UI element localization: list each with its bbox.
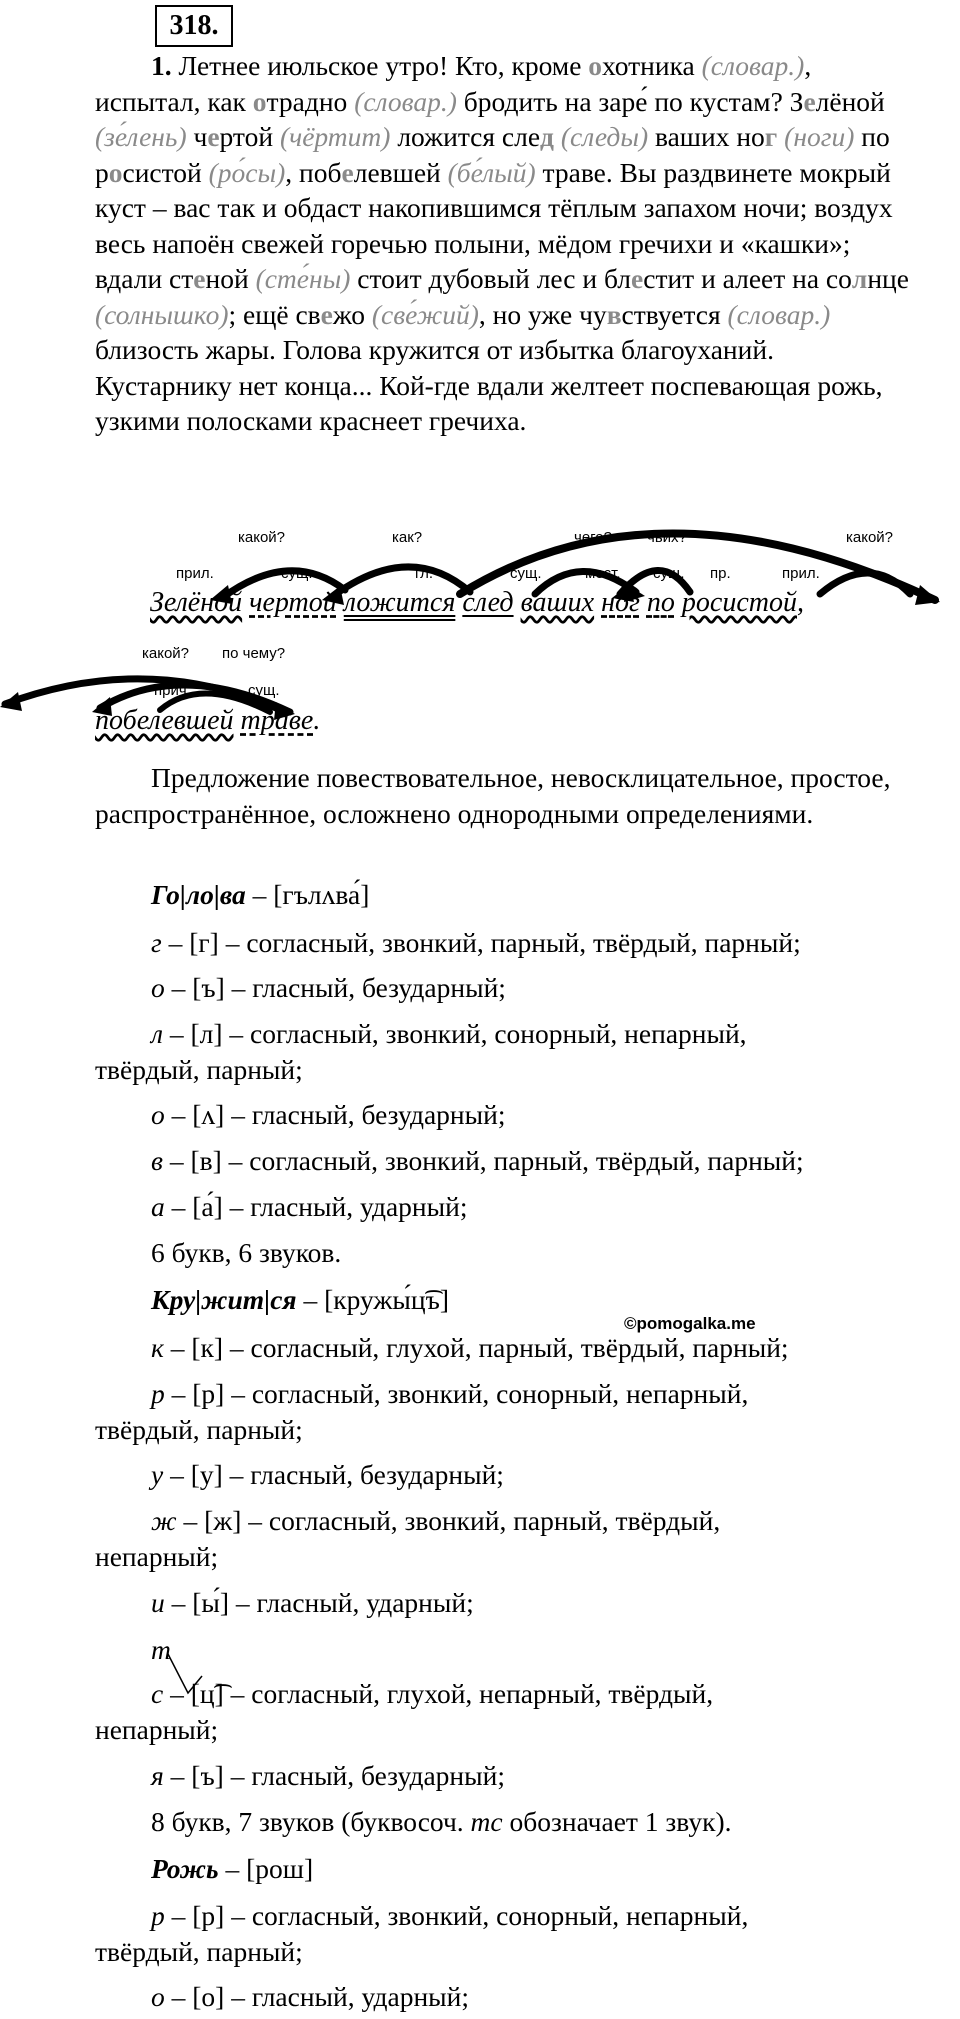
parse-tag-4: сущ. xyxy=(510,565,542,582)
parse-tag-6: сущ. xyxy=(653,565,685,582)
phonetic-line: о – [ъ] – гласный, безударный; xyxy=(151,972,506,1003)
parse-tag-8: прил. xyxy=(782,565,820,582)
parse-tag-1: прил. xyxy=(176,565,214,582)
parse-tag-2: сущ. xyxy=(281,565,313,582)
parsed-word: ног xyxy=(601,587,640,618)
parse-question-2: как? xyxy=(392,529,423,546)
letter-count: 8 букв, 7 звуков (буквосоч. тс обозначает 1 звук). xyxy=(151,1806,732,1837)
sentence-description: Предложение повествовательное, невосклицательное, простое, распространённое, осложнено однородными определениями. xyxy=(95,762,891,829)
phonetic-line: л – [л] – согласный, звонкий, сонорный, непарный, xyxy=(151,1018,747,1049)
phonetic-line: в – [в] – согласный, звонкий, парный, твёрдый, парный; xyxy=(151,1145,804,1176)
parse-question-1: какой? xyxy=(238,529,286,546)
parse-tag-10: сущ. xyxy=(248,682,280,699)
word-golova: Го|ло|ва – [гълʌва́] xyxy=(151,879,370,910)
parse-tag-5: мест. xyxy=(585,565,621,582)
phonetic-line: о – [ʌ] – гласный, безударный; xyxy=(151,1099,506,1130)
word-kruzhitsya: Кру|жит|ся – [кружы́ц͡ъ] xyxy=(151,1284,449,1315)
phonetic-line-cont: твёрдый, парный; xyxy=(95,1414,303,1445)
phonetic-line: и – [ы́] – гласный, ударный; xyxy=(151,1587,474,1618)
phonetic-line-cont: твёрдый, парный; xyxy=(95,1054,303,1085)
arc-6 xyxy=(820,573,910,594)
phonetic-line-cont: непарный; xyxy=(95,1541,219,1572)
parse-tag-3: гл. xyxy=(415,565,434,582)
parsed-sentence-line-1: Зелёной чертой ложится след ваших ног по росистой, xyxy=(150,587,804,618)
parse-question-6: какой? xyxy=(142,645,190,662)
phonetic-line: а – [а́] – гласный, ударный; xyxy=(151,1191,468,1222)
phonetic-line: к – [к] – согласный, глухой, парный, твёрдый, парный; xyxy=(151,1332,789,1363)
watermark: ©pomogalka.me xyxy=(624,1314,756,1333)
parsed-sentence-line-2: побелевшей траве. xyxy=(95,705,321,736)
task-number: 318. xyxy=(155,5,233,47)
parse-question-5: какой? xyxy=(846,529,894,546)
parsed-word: траве xyxy=(240,705,314,736)
parsed-word: ложится xyxy=(343,587,456,618)
phonetic-line: р – [р] – согласный, звонкий, сонорный, непарный, xyxy=(151,1378,749,1409)
phonetic-line: о – [о] – гласный, ударный; xyxy=(151,1981,470,2012)
phonetic-line: с – [ц͡] – согласный, глухой, непарный, твёрдый, xyxy=(151,1678,714,1709)
parse-tag-9: прич. xyxy=(154,682,191,699)
phonetic-line: я – [ъ] – гласный, безударный; xyxy=(151,1760,505,1791)
parsed-word: по xyxy=(646,587,675,618)
phonetic-line-cont: непарный; xyxy=(95,1714,219,1745)
parse-tag-7: пр. xyxy=(710,565,731,582)
phonetic-line: ж – [ж] – согласный, звонкий, парный, твёрдый, xyxy=(151,1505,721,1536)
phonetic-line: р – [р] – согласный, звонкий, сонорный, непарный, xyxy=(151,1900,749,1931)
parsed-word: Зелёной xyxy=(150,587,243,618)
letter-count: 6 букв, 6 звуков. xyxy=(151,1237,342,1268)
parsed-word: след xyxy=(462,587,514,618)
phonetic-line: у – [у] – гласный, безударный; xyxy=(151,1459,504,1490)
parsed-word: побелевшей xyxy=(95,705,234,736)
parsed-word: чертой xyxy=(249,587,337,618)
letter-t-above: т xyxy=(151,1634,171,1665)
parse-question-4: чьих? xyxy=(647,529,687,546)
item-number: 1. xyxy=(151,50,172,81)
parse-question-7: по чему? xyxy=(222,645,286,662)
phonetic-line: г – [г] – согласный, звонкий, парный, твёрдый, парный; xyxy=(151,927,801,958)
parse-question-3: чего? xyxy=(574,529,612,546)
parsed-word: росистой xyxy=(681,587,797,618)
parsed-word: ваших xyxy=(520,587,595,618)
phonetic-line-cont: твёрдый, парный; xyxy=(95,1936,303,1967)
exercise-text: 1. Летнее июльское утро! Кто, кроме охотника (словар.), испытал, как отрадно (словар.) бродить на заре́ по кустам? Зелёной (зе́лень) чертой (чёртит) ложится след (следы) ваших ног (ноги) по росистой (ро́сы), побелевшей (бе́лый) траве. Вы раздвинете мокрый куст – вас так и обдаст накопившимся тёплым запахом ночи; воздух весь напоён свежей горечью полыни, мёдом гречихи и «кашки»; вдали стеной (сте́ны) стоит дубовый лес и блестит и алеет на солнце (солнышко); ещё свежо (све́жий), но уже чувствуется (словар.) близость жары. Голова кружится от избытка благоуханий. Кустарнику нет конца... Кой-где вдали желтеет поспевающая рожь, узкими полосками краснеет гречиха. xyxy=(95,50,909,436)
word-rozh: Рожь – [рош] xyxy=(151,1853,314,1884)
